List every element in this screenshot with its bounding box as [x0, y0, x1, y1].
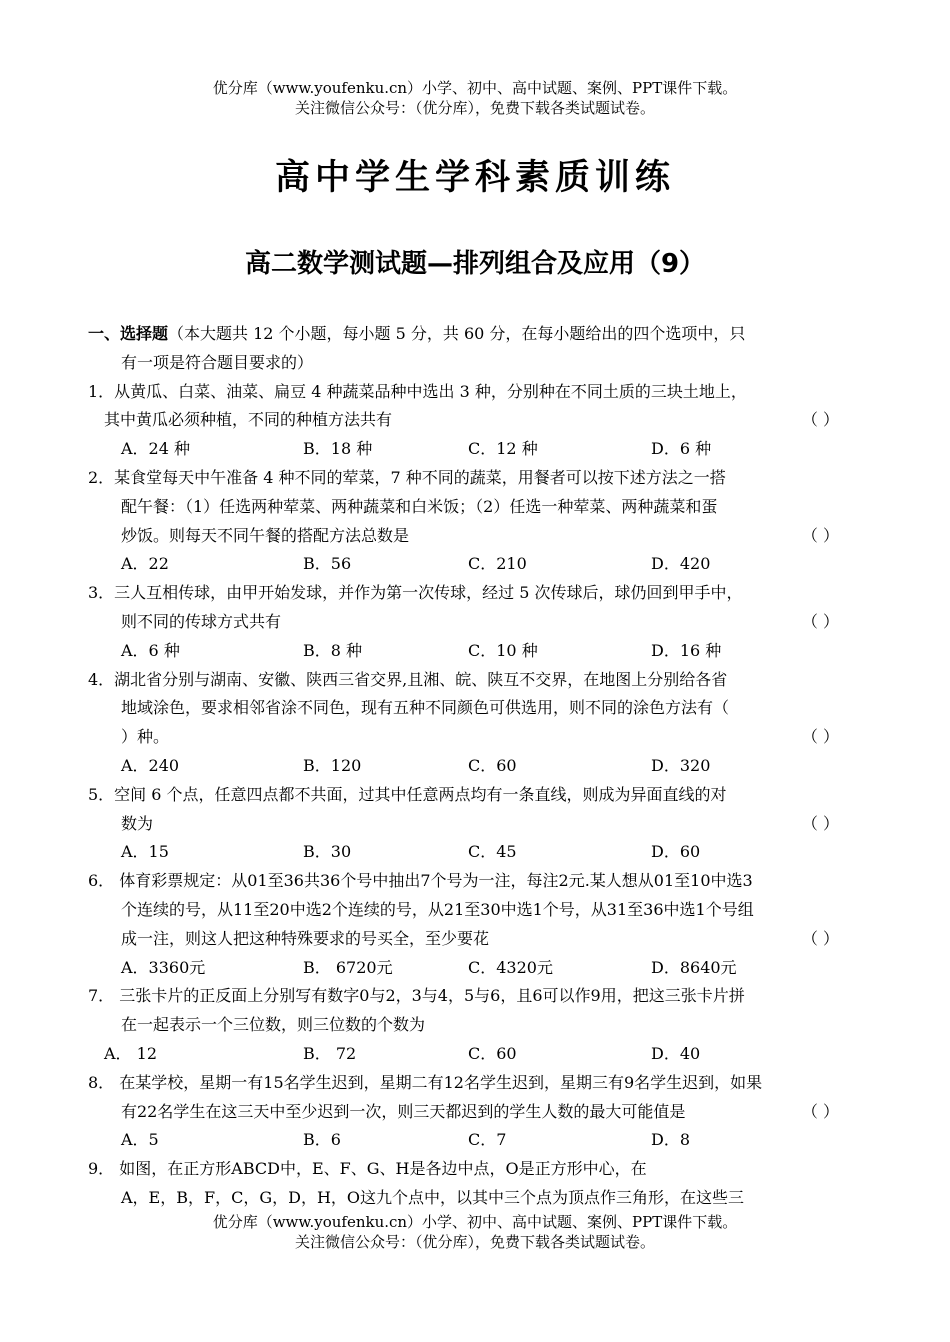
section-desc-2: 有一项是符合题目要求的） [121, 352, 314, 372]
q2-line-1: 2．某食堂每天中午准备 4 种不同的荤菜，7 种不同的蔬菜，用餐者可以按下述方法之一搭 [88, 467, 726, 487]
q8-options [88, 1126, 863, 1155]
q2-answer-blank: （ ） [801, 525, 839, 545]
q9-line-1: 9． 如图，在正方形ABCD中，E、F、G、H是各边中点，O是正方形中心，在 [88, 1159, 647, 1179]
q1-line-1: 1．从黄瓜、白菜、油菜、扁豆 4 种蔬菜品种中选出 3 种，分别种在不同土质的三块土地上， [88, 381, 747, 401]
q7-option-d: D．40 [651, 1043, 701, 1063]
q5-line-2 [88, 810, 863, 839]
q5-options [88, 838, 863, 867]
q4-line-1: 4．湖北省分别与湖南、安徽、陕西三省交界,且湘、皖、陕互不交界，在地图上分别给各省 [88, 669, 728, 689]
q8-text: 有22名学生在这三天中至少迟到一次，则三天都迟到的学生人数的最大可能值是 [121, 1101, 686, 1121]
q3-options [88, 637, 863, 666]
q3-option-a: A．6 种 [121, 640, 180, 660]
section-label: 一、选择题 [88, 324, 169, 343]
section-desc-1: （本大题共 12 个小题，每小题 5 分，共 60 分，在每小题给出的四个选项中，只 [168, 324, 746, 343]
q4-options [88, 752, 863, 781]
q1-option-d: D．6 种 [651, 439, 712, 459]
q4-option-b: B．120 [303, 755, 362, 775]
q3-line-1: 3．三人互相传球，由甲开始发球，并作为第一次传球，经过 5 次传球后，球仍回到甲手中， [88, 583, 743, 603]
q1-text: 其中黄瓜必须种植，不同的种植方法共有 [104, 410, 393, 430]
q3-option-c: C．10 种 [468, 640, 538, 660]
q7-option-a: A． 12 [104, 1043, 158, 1063]
q1-options [88, 435, 863, 464]
page-subtitle: 高二数学测试题—排列组合及应用（9） [244, 249, 706, 279]
q5-text: 数为 [121, 813, 154, 833]
q2-option-a: A．22 [121, 554, 169, 574]
q6-line-1: 6． 体育彩票规定：从01至36共36个号中抽出7个号为一注，每注2元.某人想从01至10中选3 [88, 871, 753, 891]
q4-line-2: 地域涂色，要求相邻省涂不同色，现有五种不同颜色可供选用，则不同的涂色方法有（ [121, 698, 730, 718]
q9-line-2: A，E，B，F，C，G，D，H，O这九个点中，以其中三个点为顶点作三角形，在这些三 [121, 1187, 745, 1207]
q1-option-c: C．12 种 [468, 439, 538, 459]
header-line-1: 优分库（www.youfenku.cn）小学、初中、高中试题、案例、PPT课件下载。 [212, 79, 738, 97]
q4-option-a: A．240 [121, 755, 180, 775]
q6-option-c: C．4320元 [468, 957, 553, 977]
q6-text: 成一注，则这人把这种特殊要求的号买全，至少要花 [121, 928, 490, 948]
q7-line-1: 7． 三张卡片的正反面上分别写有数字0与2，3与4，5与6，且6可以作9用，把这三张卡片拼 [88, 986, 745, 1006]
q7-option-c: C．60 [468, 1043, 517, 1063]
q2-options [88, 550, 863, 579]
q5-option-d: D．60 [651, 842, 701, 862]
q2-option-c: C．210 [468, 554, 527, 574]
q6-option-b: B． 6720元 [303, 957, 393, 977]
q3-text: 则不同的传球方式共有 [121, 611, 282, 631]
footer-line-2: 关注微信公众号：（优分库），免费下载各类试题试卷。 [294, 1233, 655, 1251]
question-list [88, 320, 863, 1213]
q8-line-2 [88, 1098, 863, 1127]
q7-options [88, 1040, 863, 1069]
header-line-2: 关注微信公众号：（优分库），免费下载各类试题试卷。 [294, 99, 655, 117]
q3-option-d: D．16 种 [651, 640, 722, 660]
q1-answer-blank: （ ） [801, 410, 839, 430]
q1-option-b: B．18 种 [303, 439, 373, 459]
q5-option-c: C．45 [468, 842, 517, 862]
q8-option-d: D．8 [651, 1130, 691, 1150]
q2-line-3 [88, 522, 863, 551]
q4-answer-blank: （ ） [801, 727, 839, 747]
q2-text: 炒饭。则每天不同午餐的搭配方法总数是 [121, 525, 410, 545]
q7-line-2: 在一起表示一个三位数，则三位数的个数为 [121, 1015, 426, 1035]
q3-option-b: B．8 种 [303, 640, 363, 660]
q8-option-b: B．6 [303, 1130, 341, 1150]
footer-line-1: 优分库（www.youfenku.cn）小学、初中、高中试题、案例、PPT课件下载。 [212, 1213, 738, 1231]
q5-answer-blank: （ ） [801, 813, 839, 833]
q4-line-3 [88, 723, 863, 752]
page-title: 高中学生学科素质训练 [274, 158, 675, 198]
q4-text: ）种。 [121, 727, 170, 747]
q2-option-b: B．56 [303, 554, 352, 574]
q8-answer-blank: （ ） [801, 1101, 839, 1121]
q4-option-c: C．60 [468, 755, 517, 775]
q5-option-a: A．15 [121, 842, 169, 862]
q7-option-b: B． 72 [303, 1043, 357, 1063]
section-heading [88, 320, 863, 349]
q8-option-c: C．7 [468, 1130, 507, 1150]
header [0, 78, 950, 118]
q3-line-2 [88, 608, 863, 637]
q4-option-d: D．320 [651, 755, 711, 775]
q8-option-a: A．5 [121, 1130, 159, 1150]
q6-option-d: D．8640元 [651, 957, 737, 977]
q5-line-1: 5．空间 6 个点，任意四点都不共面，过其中任意两点均有一条直线，则成为异面直线的对 [88, 784, 727, 804]
q1-line-2 [88, 406, 863, 435]
q2-option-d: D．420 [651, 554, 711, 574]
q6-options [88, 954, 863, 983]
q6-line-2: 个连续的号，从11至20中选2个连续的号，从21至30中选1个号，从31至36中选1个号组 [121, 899, 754, 919]
q1-option-a: A．24 种 [121, 439, 191, 459]
q8-line-1: 8． 在某学校，星期一有15名学生迟到，星期二有12名学生迟到，星期三有9名学生迟到，如果 [88, 1072, 763, 1092]
q6-line-3 [88, 925, 863, 954]
footer [0, 1212, 950, 1252]
q6-answer-blank: （ ） [801, 928, 839, 948]
q3-answer-blank: （ ） [801, 611, 839, 631]
q5-option-b: B．30 [303, 842, 352, 862]
q2-line-2: 配午餐：（1）任选两种荤菜、两种蔬菜和白米饭；（2）任选一种荤菜、两种蔬菜和蛋 [121, 496, 718, 516]
q6-option-a: A．3360元 [121, 957, 206, 977]
